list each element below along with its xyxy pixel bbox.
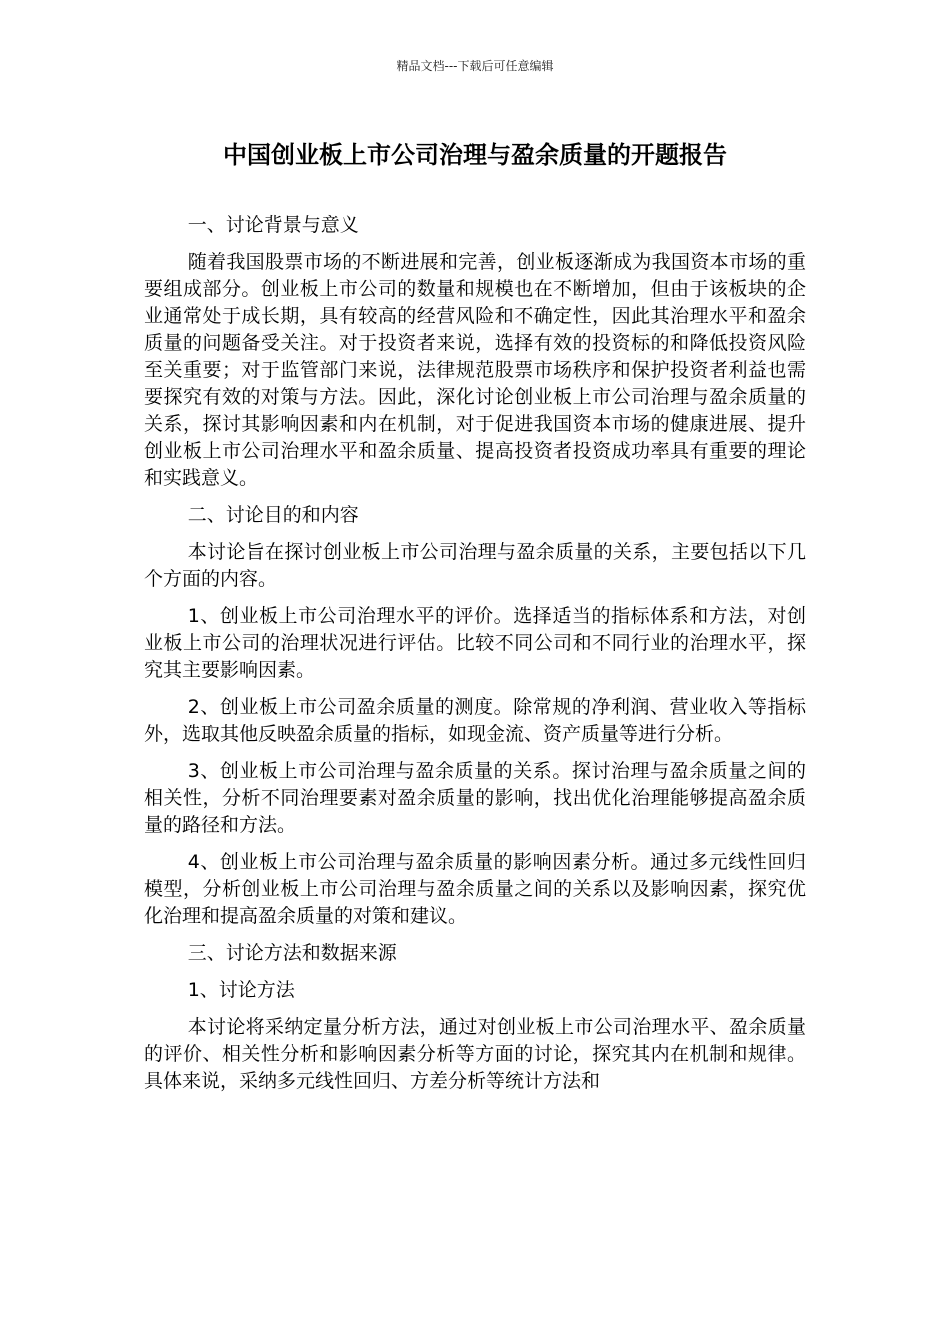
section-heading-background: 一、讨论背景与意义 xyxy=(187,214,359,236)
subsection-heading-method: 1、讨论方法 xyxy=(187,979,295,1001)
paragraph-purpose-intro: 本讨论旨在探讨创业板上市公司治理与盈余质量的关系，主要包括以下几个方面的内容。 xyxy=(144,541,806,590)
section-heading-methods: 三、讨论方法和数据来源 xyxy=(187,942,397,964)
paragraph-item-1: 1、创业板上市公司治理水平的评价。选择适当的指标体系和方法，对创业板上市公司的治理状况进行评估。比较不同公司和不同行业的治理水平，探究其主要影响因素。 xyxy=(144,605,806,681)
paragraph-item-3: 3、创业板上市公司治理与盈余质量的关系。探讨治理与盈余质量之间的相关性，分析不同治理要素对盈余质量的影响，找出优化治理能够提高盈余质量的路径和方法。 xyxy=(144,760,806,836)
paragraph-item-2: 2、创业板上市公司盈余质量的测度。除常规的净利润、营业收入等指标外，选取其他反映盈余质量的指标，如现金流、资产质量等进行分析。 xyxy=(144,696,806,745)
paragraph-background: 随着我国股票市场的不断进展和完善，创业板逐渐成为我国资本市场的重要组成部分。创业板上市公司的数量和规模也在不断增加，但由于该板块的企业通常处于成长期，具有较高的经营风险和不确定性，因此其治理水平和盈余质量的问题备受关注。对于投资者来说，选择有效的投资标的和降低投资风险至关重要；对于监管部门来说，法律规范股票市场秩序和保护投资者利益也需要探究有效的对策与方法。因此，深化讨论创业板上市公司治理与盈余质量的关系，探讨其影响因素和内在机制，对于促进我国资本市场的健康进展、提升创业板上市公司治理水平和盈余质量、提高投资者投资成功率具有重要的理论和实践意义。 xyxy=(144,251,806,489)
paragraph-method: 本讨论将采纳定量分析方法，通过对创业板上市公司治理水平、盈余质量的评价、相关性分析和影响因素分析等方面的讨论，探究其内在机制和规律。具体来说，采纳多元线性回归、方差分析等统计方法和 xyxy=(144,1016,806,1092)
document-body xyxy=(144,212,806,1105)
section-heading-purpose: 二、讨论目的和内容 xyxy=(187,504,359,526)
document-title: 中国创业板上市公司治理与盈余质量的开题报告 xyxy=(223,141,727,169)
paragraph-item-4: 4、创业板上市公司治理与盈余质量的影响因素分析。通过多元线性回归模型，分析创业板上市公司治理与盈余质量之间的关系以及影响因素，探究优化治理和提高盈余质量的对策和建议。 xyxy=(144,851,806,927)
page-header-note: 精品文档---下载后可任意编辑 xyxy=(396,59,554,73)
